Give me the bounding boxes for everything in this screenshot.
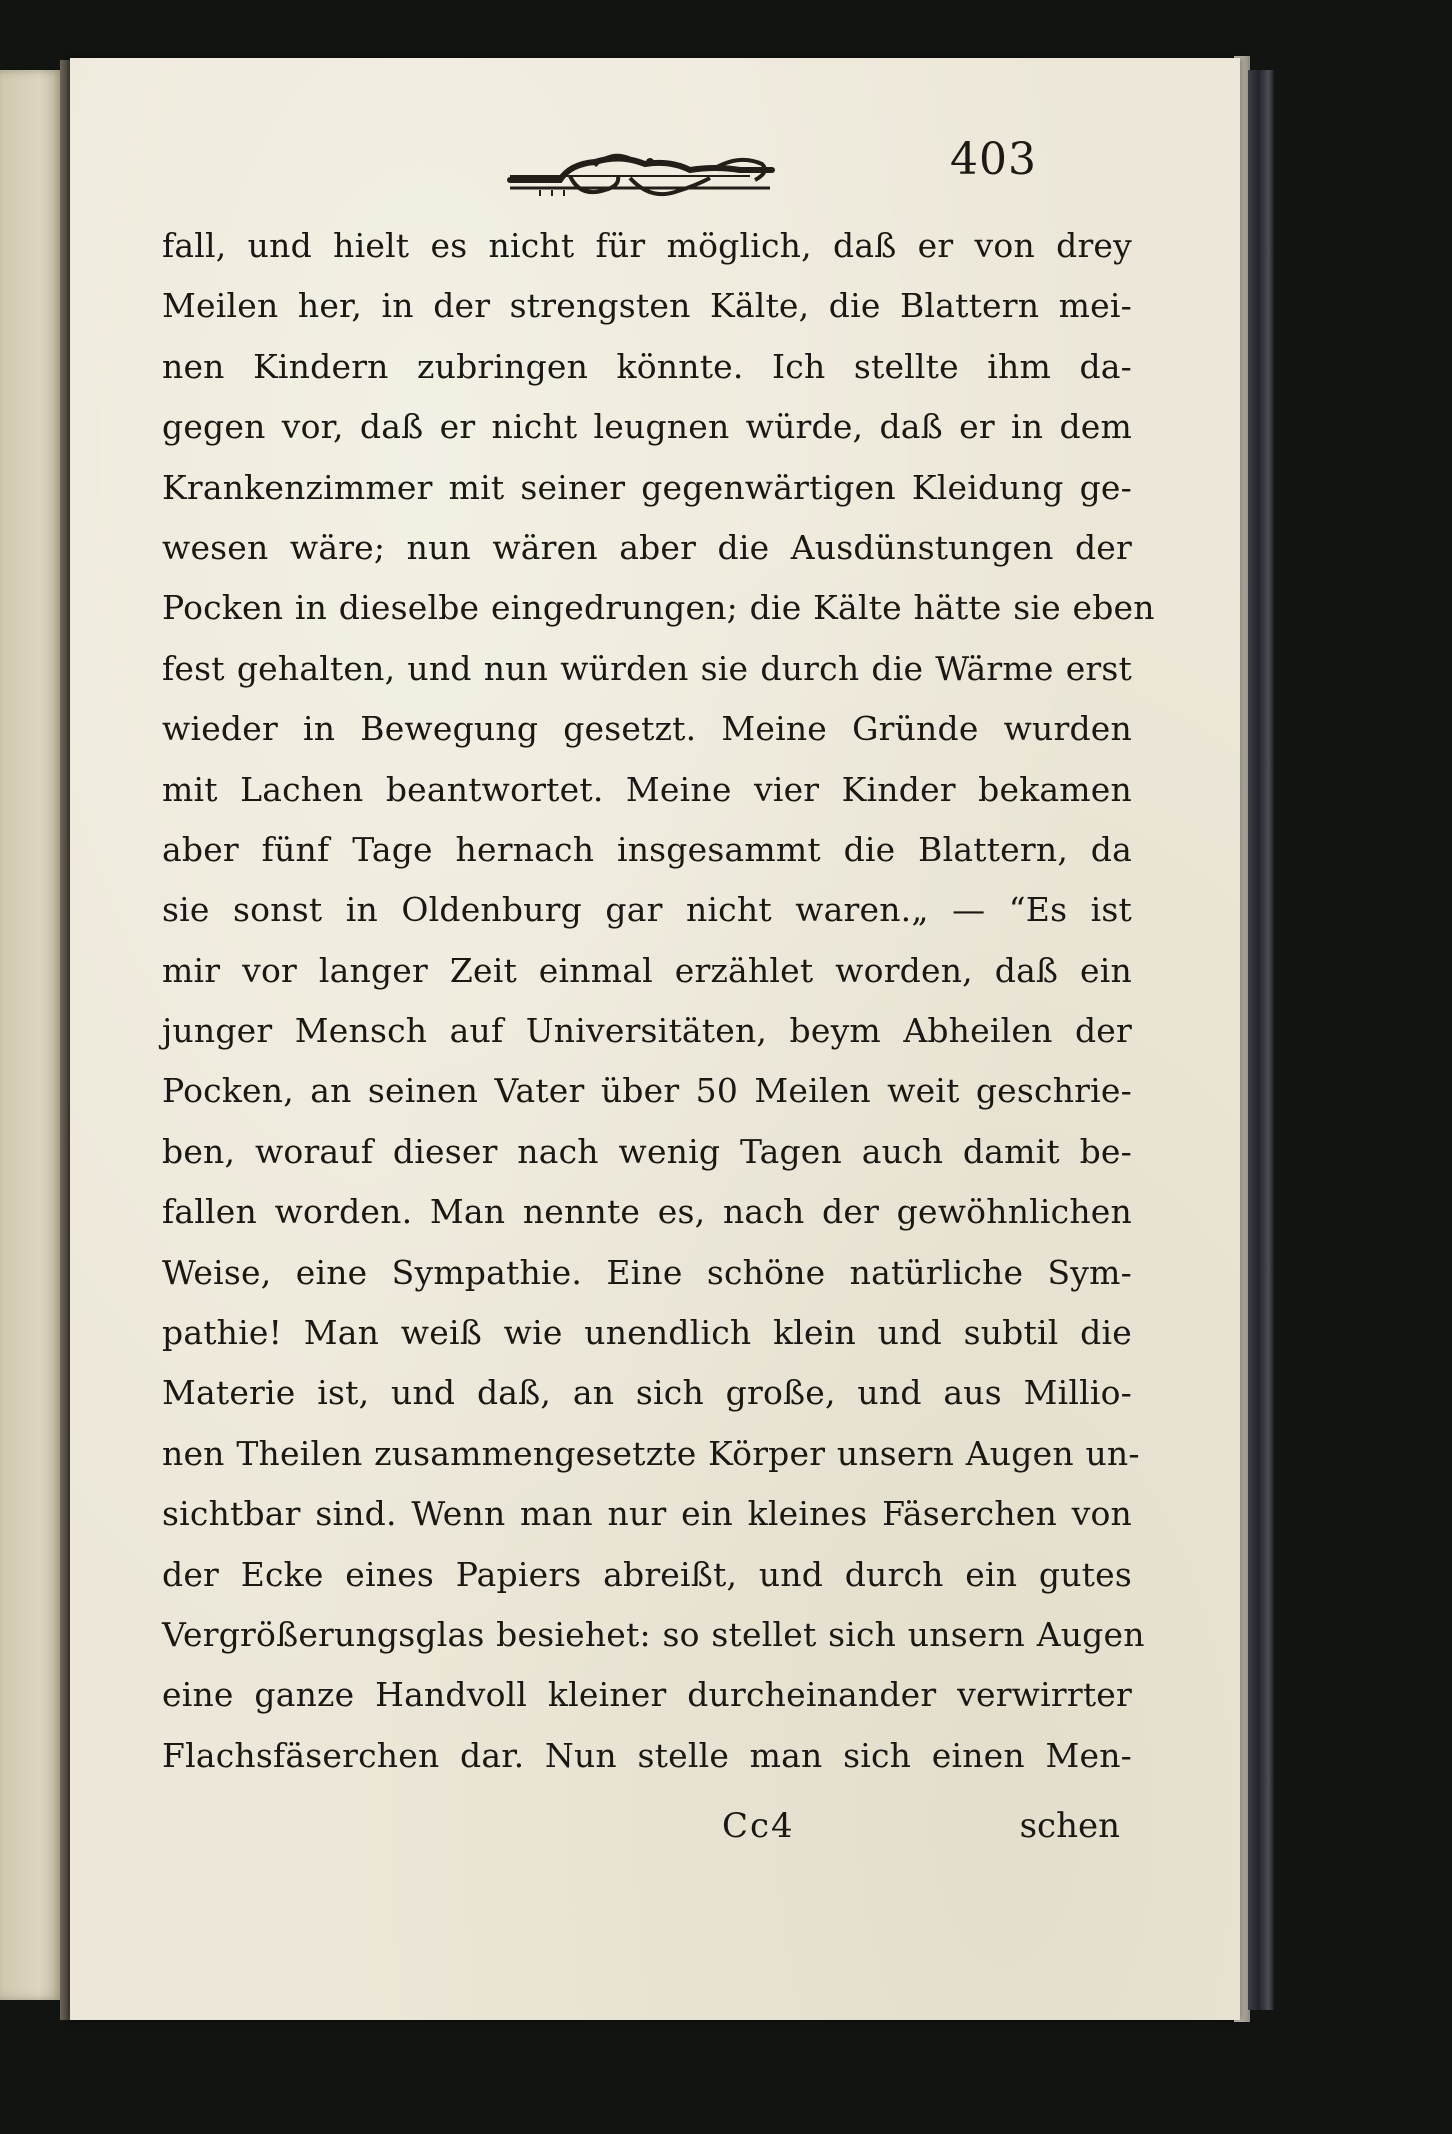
text-line: fall, und hielt es nicht für möglich, daß er von drey [162,226,1132,265]
text-line: Vergrößerungsglas besiehet: so stellet sich unsern Augen [162,1614,1145,1654]
text-line: sichtbar sind. Wenn man nur ein kleines Fäserchen von [162,1494,1132,1534]
text-line: Meilen her, in der strengsten Kälte, die Blattern mei- [162,286,1132,326]
text-line: Weise, eine Sympathie. Eine schöne natürliche Sym- [162,1252,1132,1292]
text-line: der Ecke eines Papiers abreißt, und durch ein gutes [162,1554,1132,1594]
text-line: mit Lachen beantwortet. Meine vier Kinder bekamen [162,769,1132,809]
text-line: Pocken, an seinen Vater über 50 Meilen weit geschrie- [162,1071,1132,1111]
text-line: wieder in Bewegung gesetzt. Meine Gründe wurden [162,709,1132,749]
page-header [70,58,1240,208]
book-cover-edge [1248,70,1274,2010]
text-line: Krankenzimmer mit seiner gegenwärtigen Kleidung ge- [162,467,1132,507]
text-line: mir vor langer Zeit einmal erzählet worden, daß ein [162,950,1132,990]
catchword: schen [1019,1806,1120,1846]
page-footer [162,1806,1132,1866]
text-line: aber fünf Tage hernach insgesammt die Blattern, da [162,829,1132,869]
text-line: nen Kindern zubringen könnte. Ich stellte ihm da- [162,346,1132,386]
text-line: fallen worden. Man nennte es, nach der gewöhnlichen [162,1192,1132,1232]
body-text [162,216,1155,1786]
signature-mark: Cc4 [722,1806,795,1846]
text-line: pathie! Man weiß wie unendlich klein und subtil die [162,1313,1132,1353]
book-page [70,58,1240,2020]
text-line: ben, worauf dieser nach wenig Tagen auch damit be- [162,1131,1132,1171]
text-line: gegen vor, daß er nicht leugnen würde, daß er in dem [162,407,1132,447]
page-number: 403 [950,134,1037,185]
text-line: wesen wäre; nun wären aber die Ausdünstungen der [162,527,1132,567]
text-line: nen Theilen zusammengesetzte Körper unsern Augen un- [162,1433,1140,1473]
previous-page-edge [0,70,64,2000]
text-line: Pocken in dieselbe eingedrungen; die Kälte hätte sie eben [162,588,1155,628]
text-line: sie sonst in Oldenburg gar nicht waren.„ — “Es ist [162,890,1132,930]
text-line: Materie ist, und daß, an sich große, und aus Millio- [162,1373,1132,1413]
text-line: fest gehalten, und nun würden sie durch die Wärme erst [162,648,1132,688]
printer-ornament-icon [500,140,780,200]
text-line: junger Mensch auf Universitäten, beym Abheilen der [162,1011,1132,1051]
text-line: eine ganze Handvoll kleiner durcheinander verwirrter [162,1675,1132,1715]
text-line: Flachsfäserchen dar. Nun stelle man sich einen Men- [162,1735,1132,1775]
